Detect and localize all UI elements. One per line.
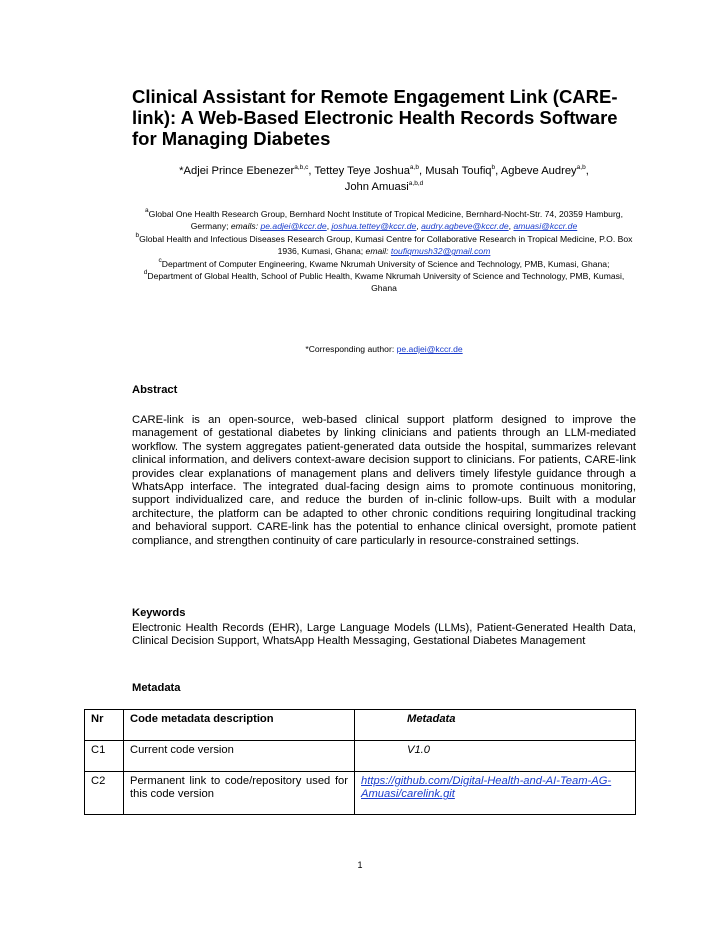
table-row (85, 741, 636, 772)
table-cell (355, 772, 636, 815)
affiliation-mark: c (158, 256, 162, 264)
author-affiliation-mark: a,b,c (294, 164, 309, 171)
author-affiliation-mark: a,b (576, 164, 586, 171)
affiliations (132, 208, 636, 295)
metadata-table (84, 709, 636, 815)
corresponding-author (132, 344, 636, 354)
affiliation-b (132, 233, 636, 258)
affiliation-text: Global One Health Research Group, Bernhard Nocht Institute of Tropical Medicine, Bernhard-Nocht-Str. 74, 20359 Hamburg, Germany; (148, 209, 623, 232)
author-separator: , (495, 165, 501, 177)
affiliation-mark: b (135, 231, 140, 239)
table-cell: C2 (85, 772, 124, 815)
table-header-cell: Nr (85, 710, 124, 741)
affiliation-text: Department of Global Health, School of Public Health, Kwame Nkrumah University of Science and Technology, PMB, Kumasi, Ghana (147, 271, 625, 294)
metadata-heading: Metadata (132, 682, 181, 694)
author-separator: , (418, 165, 426, 177)
keywords-heading: Keywords (132, 607, 186, 619)
author-name: *Adjei Prince Ebenezer (179, 165, 295, 177)
affiliation-text: Department of Computer Engineering, Kwame Nkrumah University of Science and Technology, PMB, Kumasi, Ghana; (161, 258, 610, 269)
author-separator: , (308, 165, 315, 177)
table-header-cell: Metadata (355, 710, 636, 741)
author-name: Agbeve Audrey (500, 165, 577, 177)
affiliation-mark: d (143, 269, 148, 277)
email-link[interactable]: amuasi@kccr.de (513, 221, 578, 232)
author-list (132, 163, 636, 195)
email-link[interactable]: audry.agbeve@kccr.de (421, 221, 509, 232)
email-label: email: (365, 246, 389, 257)
abstract-heading: Abstract (132, 384, 178, 396)
author-affiliation-mark: a,b,d (408, 180, 424, 187)
keywords-text: Electronic Health Records (EHR), Large Language Models (LLMs), Patient-Generated Health Data, Clinical Decision Support, WhatsApp Health Messaging, Gestational Diabetes Management (132, 622, 636, 648)
affiliation-c (132, 258, 636, 270)
repository-link[interactable]: https://github.com/Digital-Health-and-AI-Team-AG-Amuasi/carelink.git (361, 775, 612, 801)
affiliation-mark: a (145, 207, 149, 214)
affiliation-a: $^a$Global One Health Research Group, Bernhard Nocht Institute of Tropical Medicine, Bernhard-Nocht-Str. 74, 20359 Hamburg, Germany; emails: pe.adjei@kccr.de, joshua.tettey@kccr.de, audry.agbeve@kccr.de, amuasi@kccr.de (145, 207, 623, 232)
table-row (85, 772, 636, 815)
author-name: John Amuasi (344, 181, 409, 193)
email-label: emails: (230, 221, 259, 232)
corresponding-email-link[interactable]: pe.adjei@kccr.de (396, 344, 463, 354)
email-link[interactable]: toufiqmush32@gmail.com (390, 246, 491, 257)
affiliation-d (132, 270, 636, 295)
table-cell: V1.0 (355, 741, 636, 772)
table-header-cell: Code metadata description (124, 710, 355, 741)
author-separator: , (585, 165, 589, 177)
paper-title: Clinical Assistant for Remote Engagement Link (CARE-link): A Web-Based Electronic Health Records Software for Managing Diabetes (132, 86, 618, 149)
page-number: 1 (357, 860, 363, 870)
table-cell: C1 (85, 741, 124, 772)
author-name: Musah Toufiq (425, 165, 492, 177)
author-name: Tettey Teye Joshua (314, 165, 410, 177)
table-header-row (85, 710, 636, 741)
email-link[interactable]: joshua.tettey@kccr.de (331, 221, 417, 232)
affiliation-text: Global Health and Infectious Diseases Research Group, Kumasi Centre for Collaborative Research in Tropical Medicine, P.O. Box 1936, Kumasi, Ghana; (139, 233, 633, 257)
author-affiliation-mark: b (491, 164, 496, 171)
table-cell: Permanent link to code/repository used for this code version (124, 772, 355, 815)
table-cell: Current code version (124, 741, 355, 772)
corresponding-label: *Corresponding author: (305, 344, 397, 354)
author-affiliation-mark: a,b (409, 164, 419, 171)
email-link[interactable]: pe.adjei@kccr.de (260, 221, 327, 232)
abstract-text: CARE-link is an open-source, web-based clinical support platform designed to improve the management of gestational diabetes by linking clinicians and patients through an LLM-mediated workflow. The system aggregates patient-generated data outside the hospital, summarizes relevant clinical information, and delivers context-aware decision support to clinicians. For patients, CARE-link provides clear explanations of management plans and delivers timely lifestyle guidance through a WhatsApp interface. The integrated dual-facing design aims to promote continuous monitoring, support individualized care, and reduce the burden of in-clinic follow-ups. Built with a modular architecture, the platform can be adapted to other chronic conditions requiring longitudinal tracking and behavioral support. CARE-link has the potential to enhance clinical oversight, promote patient compliance, and strengthen continuity of care particularly in resource-constrained settings. (132, 414, 636, 547)
